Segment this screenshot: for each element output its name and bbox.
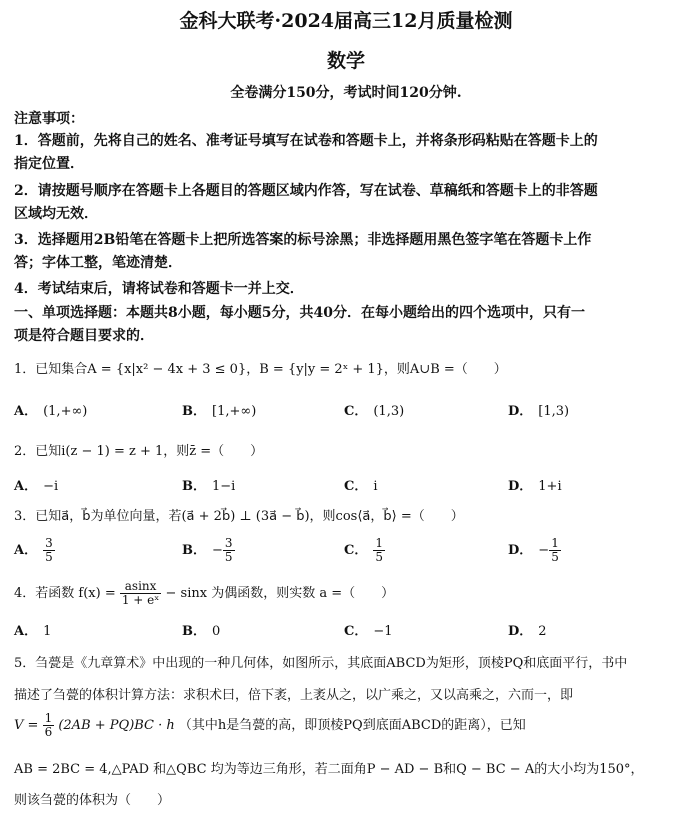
notice-line: 区域均无效． bbox=[14, 206, 98, 222]
q2-option-b: B． 1−i bbox=[182, 479, 236, 494]
full-score-note: 全卷满分150分，考试时间120分钟. bbox=[230, 85, 462, 101]
section-heading-cont: 项是符合题目要求的． bbox=[14, 328, 154, 344]
q3-option-b: B． − $\frac{3}{5}$ bbox=[182, 536, 233, 565]
q1-option-b: B． [1,+∞) bbox=[182, 404, 257, 419]
question-3-stem: 3．已知a⃗，b⃗为单位向量，若(a⃗ + 2b⃗) ⊥ (3a⃗ − b⃗)，则cos⟨a⃗，b⃗⟩ =（ ） bbox=[14, 509, 464, 524]
notice-line: 4．考试结束后，请将试卷和答题卡一并上交． bbox=[14, 281, 304, 297]
q1-option-c: C． (1,3) bbox=[344, 404, 405, 419]
notice-line: 1．答题前，先将自己的姓名、准考证号填写在试卷和答题卡上，并将条形码粘贴在答题卡上的 bbox=[14, 133, 598, 149]
q3-option-d: D． − $\frac{1}{5}$ bbox=[508, 536, 559, 565]
q4-option-a: A． 1 bbox=[14, 624, 52, 639]
section-heading: 一、单项选择题：本题共8小题，每小题5分，共40分．在每小题给出的四个选项中，只有一 bbox=[14, 305, 585, 321]
question-1-stem: 1．已知集合A = {x|x² − 4x + 3 ≤ 0}，B = {y|y = 2ˣ + 1}，则A∪B =（ ） bbox=[14, 362, 507, 377]
question-5-line: 则该刍甍的体积为（ ） bbox=[14, 793, 171, 808]
q2-option-c: C． i bbox=[344, 479, 378, 494]
question-2-stem: 2．已知i(z − 1) = z + 1，则z̄ =（ ） bbox=[14, 444, 264, 459]
q1-option-d: D． [1,3) bbox=[508, 404, 570, 419]
notice-heading: 注意事项： bbox=[14, 111, 84, 127]
q4-option-c: C． −1 bbox=[344, 624, 393, 639]
notice-line: 指定位置． bbox=[14, 156, 84, 172]
q3-option-c: C． $\frac{1}{5}$ bbox=[344, 536, 383, 565]
notice-line: 2．请按题号顺序在答题卡上各题目的答题区域内作答，写在试卷、草稿纸和答题卡上的非答题 bbox=[14, 183, 598, 199]
q2-option-d: D． 1+i bbox=[508, 479, 562, 494]
question-4-stem: 4．若函数 f(x) = $\frac{asinx}{\text{1 + eˣ}}$ − sinx 为偶函数，则实数 a =（ ） bbox=[14, 579, 395, 608]
q3-option-a: A． $\frac{3}{5}$ bbox=[14, 536, 53, 565]
notice-line: 3．选择题用2B铅笔在答题卡上把所选答案的标号涂黑；非选择题用黑色签字笔在答题卡上作 bbox=[14, 232, 592, 248]
subject-title: 数学 bbox=[326, 50, 365, 72]
question-5-line: 描述了刍甍的体积计算方法：求积术曰，倍下袤，上袤从之，以广乘之，又以高乘之，六而一，即 bbox=[14, 688, 574, 703]
q4-option-b: B． 0 bbox=[182, 624, 221, 639]
notice-line: 答；字体工整，笔迹清楚． bbox=[14, 255, 182, 271]
q4-option-d: D． 2 bbox=[508, 624, 547, 639]
question-5-formula-line: V = $\frac{1}{6}$ (2AB + PQ)BC · h （其中h是刍甍的高，即顶棱PQ到底面ABCD的距离），已知 bbox=[14, 711, 526, 740]
question-5-line: 5．刍甍是《九章算术》中出现的一种几何体，如图所示，其底面ABCD为矩形，顶棱PQ和底面平行，书中 bbox=[14, 656, 628, 671]
question-5-line: AB = 2BC = 4,△PAD 和△QBC 均为等边三角形，若二面角P − AD − B和Q − BC − A的大小均为150°， bbox=[14, 762, 644, 777]
q1-option-a: A． (1,+∞) bbox=[14, 404, 88, 419]
exam-title: 金科大联考·2024届高三12月质量检测 bbox=[179, 10, 513, 32]
q2-option-a: A． −i bbox=[14, 479, 59, 494]
